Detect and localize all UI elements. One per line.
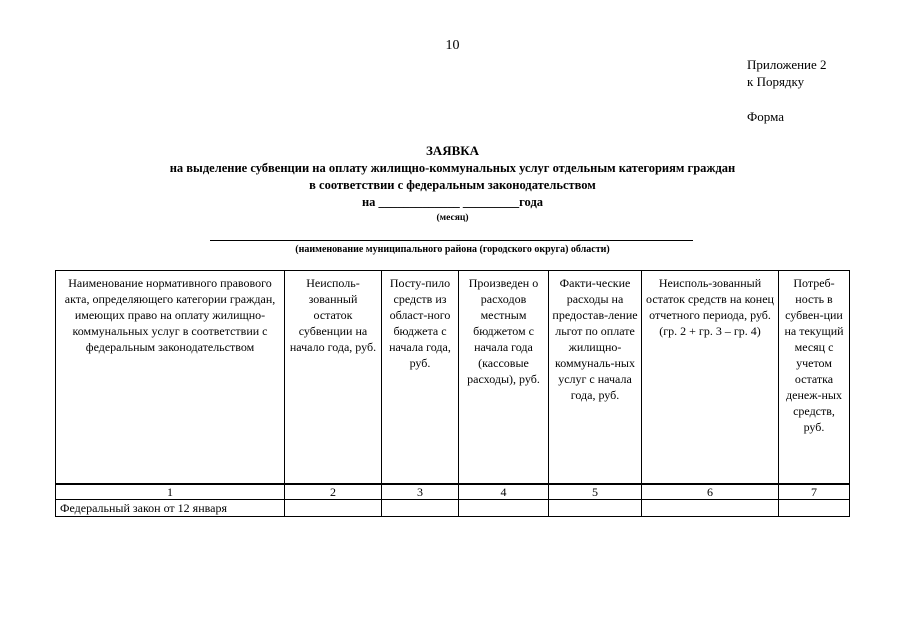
region-caption: (наименование муниципального района (городского округа) области): [295, 244, 610, 255]
row-cell-3: [382, 500, 459, 517]
row-cell-6: [642, 500, 779, 517]
document-subtitle-2: в соответствии с федеральным законодательством: [309, 178, 596, 192]
header-cell-2: Неисполь-зованный остаток субвенции на начало года, руб.: [285, 271, 382, 485]
header-cell-6: Неисполь-зованный остаток средств на конец отчетного периода, руб. (гр. 2 + гр. 3 – гр. 4): [642, 271, 779, 485]
header-cell-3: Посту-пило средств из област-ного бюджета с начала года, руб.: [382, 271, 459, 485]
row-law-name: Федеральный закон от 12 января: [56, 500, 285, 517]
document-title: ЗАЯВКА: [425, 143, 480, 158]
row-cell-2: [285, 500, 382, 517]
appendix-line-2: к Порядку: [747, 74, 805, 89]
row-cell-7: [779, 500, 850, 517]
document-subtitle-1: на выделение субвенции на оплату жилищно-коммунальных услуг отдельным категориям граждан: [169, 161, 736, 175]
month-caption: (месяц): [436, 213, 469, 223]
row-cell-5: [549, 500, 642, 517]
period-line: на _____________ _________года: [361, 195, 544, 209]
subvention-table: [55, 270, 850, 517]
column-number-5: 5: [549, 484, 642, 500]
row-cell-4: [459, 500, 549, 517]
region-underline: [210, 240, 693, 241]
table-header-row: [56, 271, 850, 485]
column-number-3: 3: [382, 484, 459, 500]
appendix-note: [747, 56, 827, 90]
appendix-line-1: Приложение 2: [747, 57, 827, 72]
column-number-row: [56, 484, 850, 500]
table-row: [56, 500, 850, 517]
column-number-2: 2: [285, 484, 382, 500]
header-cell-5: Факти-ческие расходы на предостав-ление льгот по оплате жилищно-коммуналь-ных услуг с начала года, руб.: [549, 271, 642, 485]
column-number-7: 7: [779, 484, 850, 500]
column-number-4: 4: [459, 484, 549, 500]
header-cell-4: Произведен о расходов местным бюджетом с начала года (кассовые расходы), руб.: [459, 271, 549, 485]
form-label: Форма: [747, 109, 784, 124]
column-number-1: 1: [56, 484, 285, 500]
header-cell-7: Потреб-ность в субвен-ции на текущий месяц с учетом остатка денеж-ных средств, руб.: [779, 271, 850, 485]
column-number-6: 6: [642, 484, 779, 500]
page-number: 10: [445, 38, 460, 53]
header-cell-1: Наименование нормативного правового акта, определяющего категории граждан, имеющих право на оплату жилищно-коммунальных услуг в соответствии с федеральным законодательством: [56, 271, 285, 485]
